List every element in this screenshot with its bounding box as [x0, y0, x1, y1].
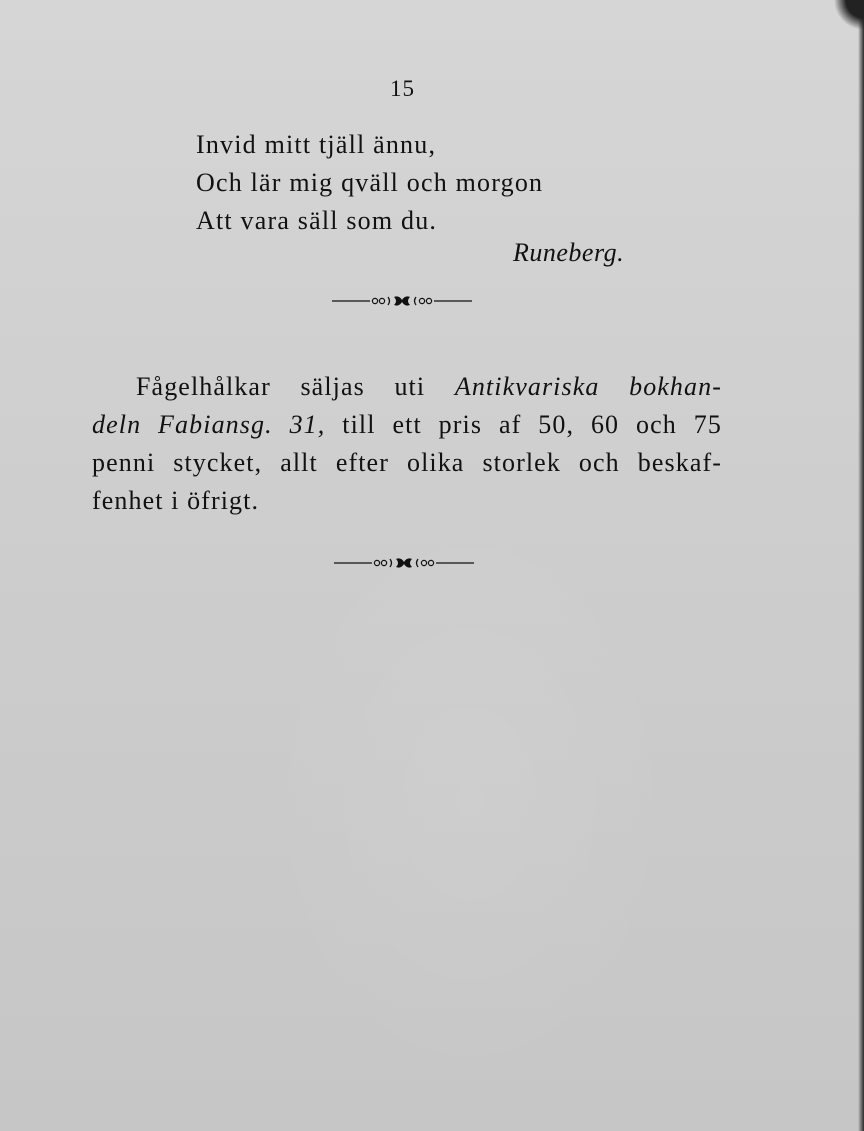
notice-line-3: penni stycket, allt efter olika storlek och beskaf- — [92, 448, 722, 477]
poem-line-3: Att vara säll som du. — [196, 206, 438, 235]
notice-line-4: fenhet i öfrigt. — [92, 486, 260, 515]
ornament-divider-icon — [332, 294, 472, 308]
page-number: 15 — [390, 76, 415, 101]
poem-line-1: Invid mitt tjäll ännu, — [196, 130, 437, 159]
poem-author: Runeberg. — [513, 238, 625, 267]
notice-text-2b: till ett pris af 50, 60 och 75 — [325, 410, 722, 439]
poem-line-2: Och lär mig qväll och morgon — [196, 168, 544, 197]
page-edge-shadow — [858, 0, 864, 1131]
notice-text-1a: Fågelhålkar säljas uti — [136, 372, 455, 401]
page-corner-shadow — [824, 0, 864, 40]
notice-line-1 — [92, 368, 722, 406]
notice-paragraph — [92, 368, 722, 520]
ornament-divider-icon — [334, 556, 474, 570]
notice-text-2a: deln Fabiansg. 31, — [92, 410, 326, 439]
notice-text-1b: Antikvariska bokhan- — [454, 372, 722, 401]
notice-line-2 — [92, 406, 722, 444]
poem-stanza — [196, 126, 543, 240]
